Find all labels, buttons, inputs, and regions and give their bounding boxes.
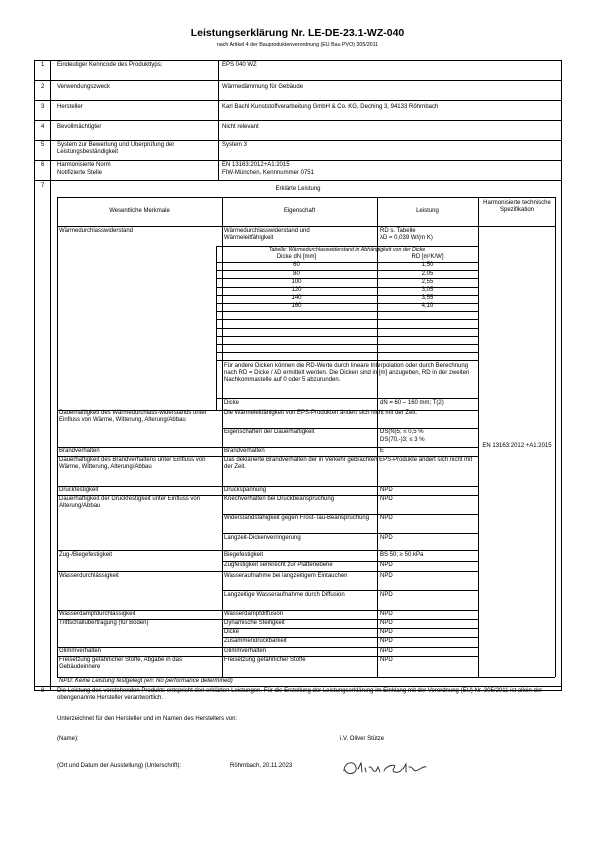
- water-diffusion-perf: NPD: [380, 592, 393, 598]
- thermal-thickness-cell: 120: [291, 286, 302, 293]
- notified-body-label: Notifizierte Stelle: [57, 170, 103, 176]
- thermal-prop-1: Wärmedurchlasswiderstand und: [224, 228, 310, 234]
- thermal-rd-cell: 2,05: [421, 270, 434, 277]
- thickness-column-header: Dicke dN [mm]: [276, 254, 317, 260]
- bending-strength-perf: BS 50; ≥ 50 kPa: [380, 552, 424, 558]
- row-2-label: Verwendungszweck: [57, 84, 111, 90]
- place-date-label: (Ort und Datum der Ausstellung) (Unterschrift):: [57, 763, 182, 769]
- glowing-combustion-prop: Glimmverhalten: [224, 648, 267, 654]
- thermal-thickness-cell: 60: [293, 262, 300, 269]
- thermal-table-row-line: [216, 328, 478, 329]
- thermal-prop-2: Wärmeleitfähigkeit: [224, 235, 274, 241]
- creep-perf: NPD: [380, 496, 393, 502]
- row-divider: [34, 120, 562, 121]
- conformity-statement: Die Leistung des vorstehenden Produkts entspricht den erklärten Leistungen. Für die Erstellung der Leistungserklärung im Einklang mit der Verordnung (EU) Nr. 305/2011 ist allein der obengenannte Hersteller verantwortlich.: [57, 688, 543, 702]
- row-3-number: 3: [41, 104, 45, 110]
- impact-thickness-perf: NPD: [380, 629, 393, 635]
- table-header-line: [57, 226, 555, 227]
- thermal-rd-cell: 4,10: [421, 303, 434, 310]
- row-divider: [34, 160, 562, 161]
- thickness-label: Dicke: [224, 400, 240, 406]
- property-header: Eigenschaft: [283, 208, 316, 214]
- thermal-table-caption: Tabelle: Wärmedurchlasswiderstand in Abhängigkeit von der Dicke: [268, 247, 426, 253]
- row-1-value: EPS 040 WZ: [222, 62, 257, 68]
- long-term-thickness-perf: NPD: [380, 535, 393, 541]
- thermal-rd-cell: 3,55: [421, 295, 434, 302]
- document-title: Leistungserklärung Nr. LE-DE-23.1-WZ-040: [190, 27, 405, 39]
- signatory-name: i.V. Oliver Stütze: [340, 736, 385, 742]
- row-divider: [57, 447, 478, 448]
- row-divider: [34, 180, 562, 181]
- fire-durability-prop: Das deklarierte Brandverhalten der in Verkehr gebrachten EPS-Produkte ändert sich nicht mit der Zeit.: [224, 457, 473, 471]
- durability-thermal-prop: Die Wärmeleitfähigkeit von EPS-Produkten ändert sich nicht mit der Zeit.: [224, 410, 418, 416]
- water-immersion-prop: Wasseraufnahme bei langzeitigem Eintauchen: [224, 573, 348, 579]
- tensile-perpendicular-prop: Zugfestigkeit senkrecht zur Plattenebene: [224, 562, 333, 568]
- thermal-rd-cell: 3,05: [421, 286, 434, 293]
- document-subtitle: nach Artikel 4 der Bauproduktenverordnung (EU Bau PVO) 305/2011: [216, 42, 379, 48]
- thermal-table-row-line: [216, 360, 478, 361]
- thermal-thickness-cell: 80: [293, 270, 300, 277]
- row-5-value: System 3: [222, 142, 248, 148]
- thermal-thickness-cell: 160: [291, 303, 302, 310]
- freeze-thaw-prop: Widerstandsfähigkeit gegen Frost-Tau-Beanspruchung: [224, 515, 370, 521]
- row-divider: [222, 628, 478, 629]
- row-3-value: Karl Bachl Kunststoffverarbeitung GmbH & Co. KG, Deching 3, 94133 Röhrnbach: [222, 104, 439, 110]
- durability-thermal-label: Dauerhaftigkeit des Wärmedurchlass-widerstands unter Einfluss von Wärme, Witterung, Alterung/Abbau: [59, 410, 207, 424]
- row-4-label: Bevollmächtigter: [57, 124, 102, 130]
- hazardous-substances-perf: NPD: [380, 657, 393, 663]
- hazardous-substances-label: Freisetzung gefährlicher Stoffe, Abgabe in das Gebäudeinnere: [59, 657, 182, 671]
- performance-header: Leistung: [416, 208, 439, 214]
- row-divider: [57, 647, 478, 648]
- notified-body-value: FIW-München, Kennnummer 0751: [222, 170, 314, 176]
- thickness-value: dN = 60 – 160 mm; T(2): [380, 400, 444, 406]
- thermal-note-bottom: [216, 398, 478, 399]
- vapour-diffusion-prop: Wasserdampfdiffusion: [224, 611, 284, 617]
- row-3-label: Hersteller: [57, 104, 83, 110]
- thermal-table-row-line: [216, 336, 478, 337]
- vapour-permeability-label: Wasserdampfdurchlässigkeit: [59, 611, 136, 617]
- durability-properties-label: Eigenschaften der Dauerhaftigkeit: [224, 429, 315, 435]
- impact-sound-label: Trittschallübertragung (für Böden): [59, 620, 149, 626]
- row-1-label: Eindeutiger Kenncode des Produkttyps:: [57, 62, 163, 68]
- table-top-line: [57, 197, 555, 198]
- compressive-durability-label: Dauerhaftigkeit der Druckfestigkeit unter Einfluss von Alterung/Abbau: [59, 496, 201, 510]
- table-left-line: [57, 197, 58, 677]
- durability-perf-1: DS(N)5; ≤ 0,5 %: [380, 429, 424, 435]
- declared-performance-heading: Erklärte Leistung: [275, 186, 321, 192]
- rd-column-header: RD [m²K/W]: [411, 254, 444, 260]
- hazardous-substances-prop: Freisetzung gefährlicher Stoffe: [224, 657, 306, 663]
- thermal-table-row-line: [216, 352, 478, 353]
- thermal-interpolation-note: Für andere Dicken können die RD-Werte durch lineare Interpolation oder durch Berechnung nach RD = Dicke / λD ermittelt werden. Die Dicken sind in [m] anzugeben, RD in der zweiten Nachkommastelle auf 0 oder 5 abzurunden.: [224, 363, 470, 384]
- long-term-thickness-prop: Langzeit-Dickenverringerung: [224, 535, 301, 541]
- tensile-strength-label: Zug-/Biegefestigkeit: [59, 552, 113, 558]
- thermal-thickness-cell: 100: [291, 278, 302, 285]
- freeze-thaw-perf: NPD: [380, 515, 393, 521]
- hs-value: EN 13163:2012 +A1:2015: [482, 443, 552, 449]
- thermal-table-row-line: [216, 344, 478, 345]
- compressive-strength-prop: Druckspannung: [224, 487, 267, 493]
- water-diffusion-prop: Langzeitige Wasseraufnahme durch Diffusion: [224, 592, 345, 598]
- thermal-perf-1: RD s. Tabelle: [380, 228, 416, 234]
- compressive-strength-perf: NPD: [380, 487, 393, 493]
- water-permeability-label: Wasserdurchlässigkeit: [59, 573, 119, 579]
- signed-for-label: Unterzeichnet für den Hersteller und im Namen des Herstellers von:: [57, 716, 238, 722]
- row-divider: [222, 590, 478, 591]
- row-4-value: Nicht relevant: [222, 124, 259, 130]
- table-right-line: [555, 197, 556, 677]
- row-divider: [34, 140, 562, 141]
- name-label: (Name):: [57, 736, 79, 742]
- bending-strength-prop: Biegefestigkeit: [224, 552, 264, 558]
- fire-behaviour-perf: E: [380, 448, 385, 454]
- vapour-diffusion-perf: NPD: [380, 611, 393, 617]
- handwritten-signature: [340, 757, 430, 779]
- section-8-line: [34, 686, 562, 687]
- row-5-number: 5: [41, 142, 45, 148]
- hs-header: Harmonisierte technische Spezifikation: [483, 200, 551, 214]
- hs-column-divider: [478, 197, 479, 677]
- thermal-perf-2: λD = 0,039 W/(m K): [380, 235, 433, 241]
- compressibility-perf: NPD: [380, 638, 393, 644]
- harmonised-standard-label: Harmonisierte Norm: [57, 162, 111, 168]
- row-divider: [222, 533, 478, 534]
- compressibility-prop: Zusammendrückbarkeit: [224, 638, 287, 644]
- impact-thickness-prop: Dicke: [224, 629, 240, 635]
- npd-note: NPD: Keine Leistung festgelegt (en: No performance determined): [59, 678, 233, 684]
- thermal-rd-cell: 1,50: [421, 262, 434, 269]
- thermal-thickness-cell: 140: [291, 295, 302, 302]
- essential-characteristics-header: Wesentliche Merkmale: [109, 208, 170, 214]
- fire-behaviour-label: Brandverhalten: [59, 448, 100, 454]
- row-6-number: 6: [41, 162, 45, 168]
- water-immersion-perf: NPD: [380, 573, 393, 579]
- tensile-perpendicular-perf: NPD: [380, 562, 393, 568]
- row-4-number: 4: [41, 124, 45, 130]
- row-divider: [57, 550, 478, 551]
- dynamic-stiffness-perf: NPD: [380, 620, 393, 626]
- thermal-table-row-line: [216, 319, 478, 320]
- row-5-label: System zur Bewertung und Überprüfung der Leistungsbeständigkeit: [57, 142, 175, 156]
- section-7-number: 7: [41, 183, 45, 189]
- glowing-combustion-perf: NPD: [380, 648, 393, 654]
- row-divider: [34, 100, 562, 101]
- row-2-value: Wärmedämmung für Gebäude: [222, 84, 304, 90]
- dynamic-stiffness-prop: Dynamische Steifigkeit: [224, 620, 285, 626]
- place-date-value: Röhrnbach, 20.11.2023: [230, 763, 293, 769]
- glowing-combustion-label: Glimmverhalten: [59, 648, 102, 654]
- fire-durability-label: Dauerhaftigkeit des Brandverhaltens unter Einfluss von Wärme, Witterung, Alterung/Abbau: [59, 457, 206, 471]
- row-1-number: 1: [41, 62, 45, 68]
- row-divider: [57, 571, 478, 572]
- row-divider: [34, 80, 562, 81]
- compressive-strength-label: Druckfestigkeit: [59, 487, 99, 493]
- harmonised-standard-value: EN 13163:2012+A1:2015: [222, 162, 290, 168]
- section-8-number: 8: [41, 688, 45, 694]
- creep-prop: Kriechverhalten bei Druckbeanspruchung: [224, 496, 335, 502]
- thermal-resistance-label: Wärmedurchlasswiderstand: [59, 228, 134, 234]
- durability-perf-2: DS(70,-)3; ≤ 3 %: [380, 437, 425, 443]
- thermal-table-row-line: [216, 311, 478, 312]
- fire-behaviour-prop: Brandverhalten: [224, 448, 265, 454]
- row-2-number: 2: [41, 84, 45, 90]
- thermal-rd-cell: 2,55: [421, 278, 434, 285]
- num-column-divider: [50, 60, 51, 691]
- row-divider: [57, 486, 478, 487]
